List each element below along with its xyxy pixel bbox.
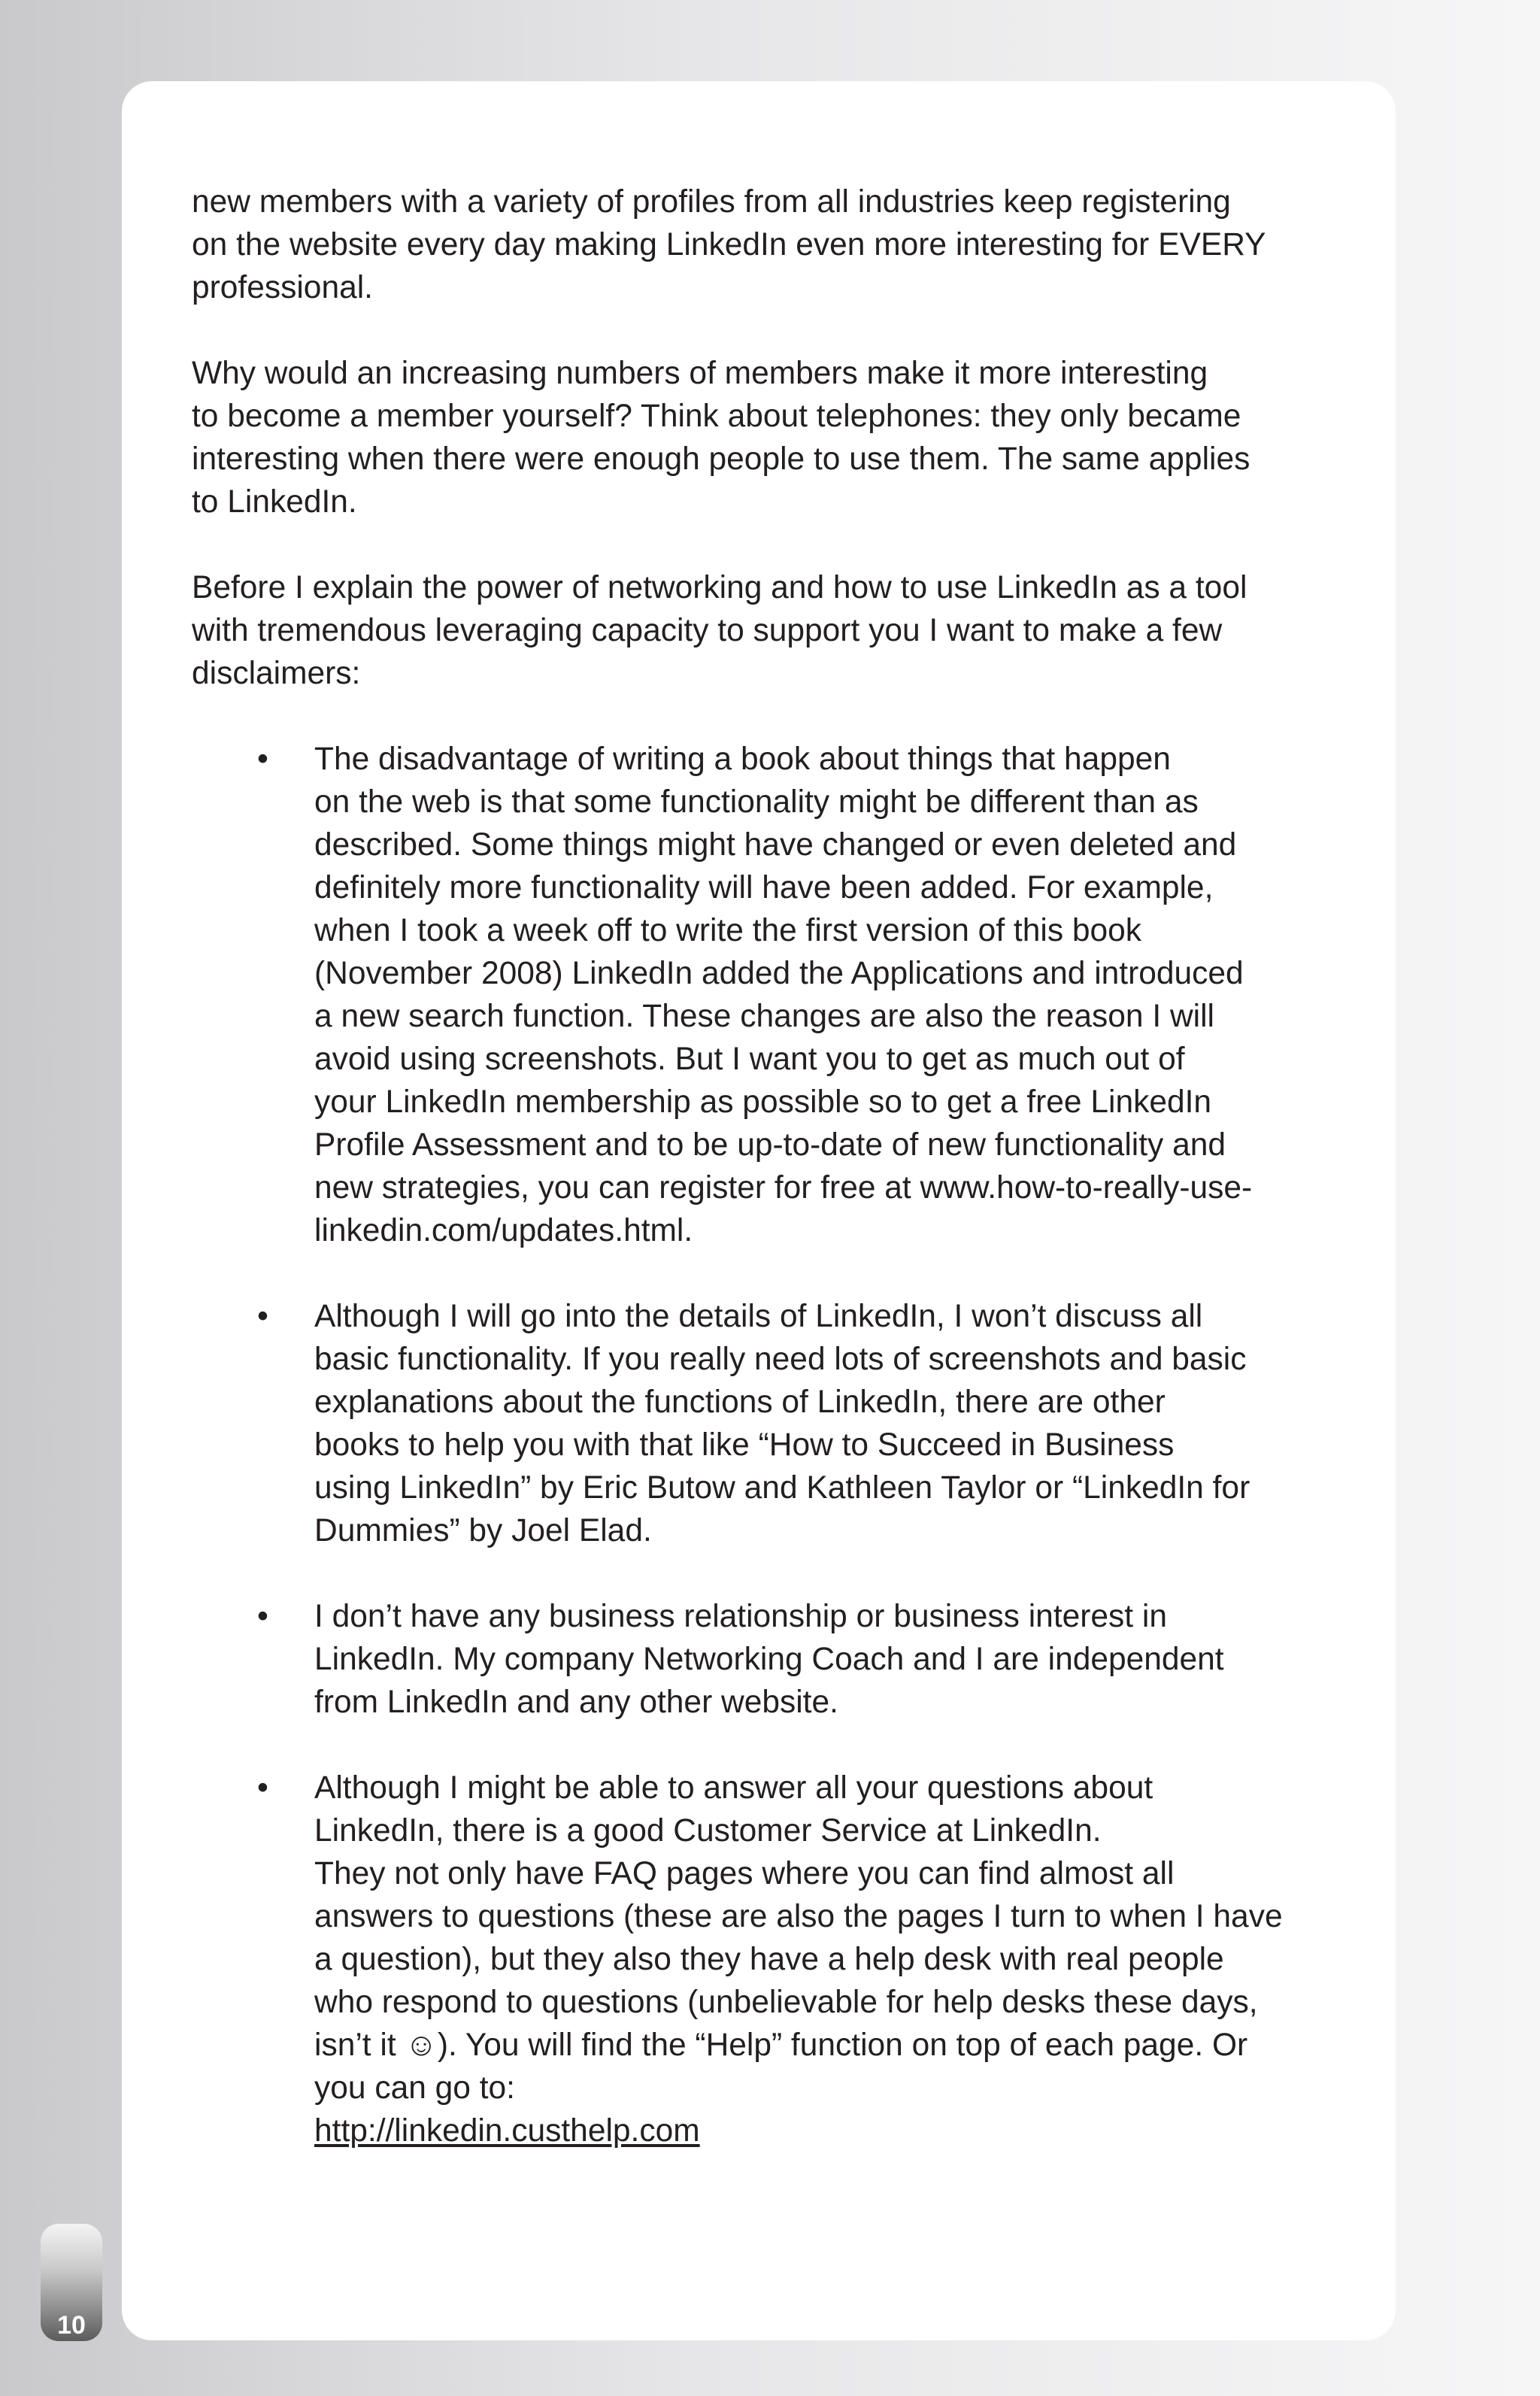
bullet-icon: •: [257, 1599, 268, 1634]
paragraph-telephones: Why would an increasing numbers of members make it more interesting to become a member yourself? Think about telephones: they only became interesting when there were enough people to use them. The same applies to LinkedIn.: [192, 356, 1250, 520]
list-item: [192, 1295, 1365, 1552]
paragraph-intro: new members with a variety of profiles from all industries keep registering on the website every day making LinkedIn even more interesting for EVERY professional.: [192, 184, 1266, 305]
bullet-text: The disadvantage of writing a book about things that happen on the web is that some functionality might be different than as described. Some things might have changed or even deleted and definitely more functionality will have been added. For example, when I took a week off to write the first version of this book (November 2008) LinkedIn added the Applications and introduced a new search function. These changes are also the reason I will avoid using screenshots. But I want you to get as much out of your LinkedIn membership as possible so to get a free LinkedIn Profile Assessment and to be up-to-date of new functionality and new strategies, you can register for free at www.how-to-really-use- linkedin.com/updates.html.: [314, 742, 1253, 1248]
bullet-icon: •: [257, 1299, 268, 1334]
bullet-text: Although I might be able to answer all your questions about LinkedIn, there is a good Customer Service at LinkedIn. They not only have FAQ pages where you can find almost all answers to questions (these are also the pages I turn to when I have a question), but they also they have a help desk with real people who respond to questions (unbelievable for help desks these days, isn’t it ☺). You will find the “Help” function on top of each page. Or you can go to:: [314, 1770, 1283, 2106]
disclaimer-list: [192, 738, 1365, 2152]
bullet-icon: •: [257, 742, 268, 777]
bullet-text: I don’t have any business relationship or business interest in LinkedIn. My company Networking Coach and I are independent from LinkedIn and any other website.: [314, 1599, 1224, 1720]
list-item: [192, 1767, 1365, 2152]
paragraph-disclaimers-intro: Before I explain the power of networking and how to use LinkedIn as a tool with tremendous leveraging capacity to support you I want to make a few disclaimers:: [192, 570, 1247, 691]
help-link[interactable]: http://linkedin.custhelp.com: [314, 2113, 700, 2149]
page-number: 10: [57, 2311, 86, 2340]
list-item: [192, 1595, 1365, 1724]
list-item: [192, 738, 1365, 1252]
bullet-text: Although I will go into the details of LinkedIn, I won’t discuss all basic functionality. If you really need lots of screenshots and basic explanations about the functions of LinkedIn, there are other books to help you with that like “How to Succeed in Business using LinkedIn” by Eric Butow and Kathleen Taylor or “LinkedIn for Dummies” by Joel Elad.: [314, 1299, 1250, 1548]
bullet-icon: •: [257, 1770, 268, 1806]
page-content: [192, 180, 1365, 2195]
